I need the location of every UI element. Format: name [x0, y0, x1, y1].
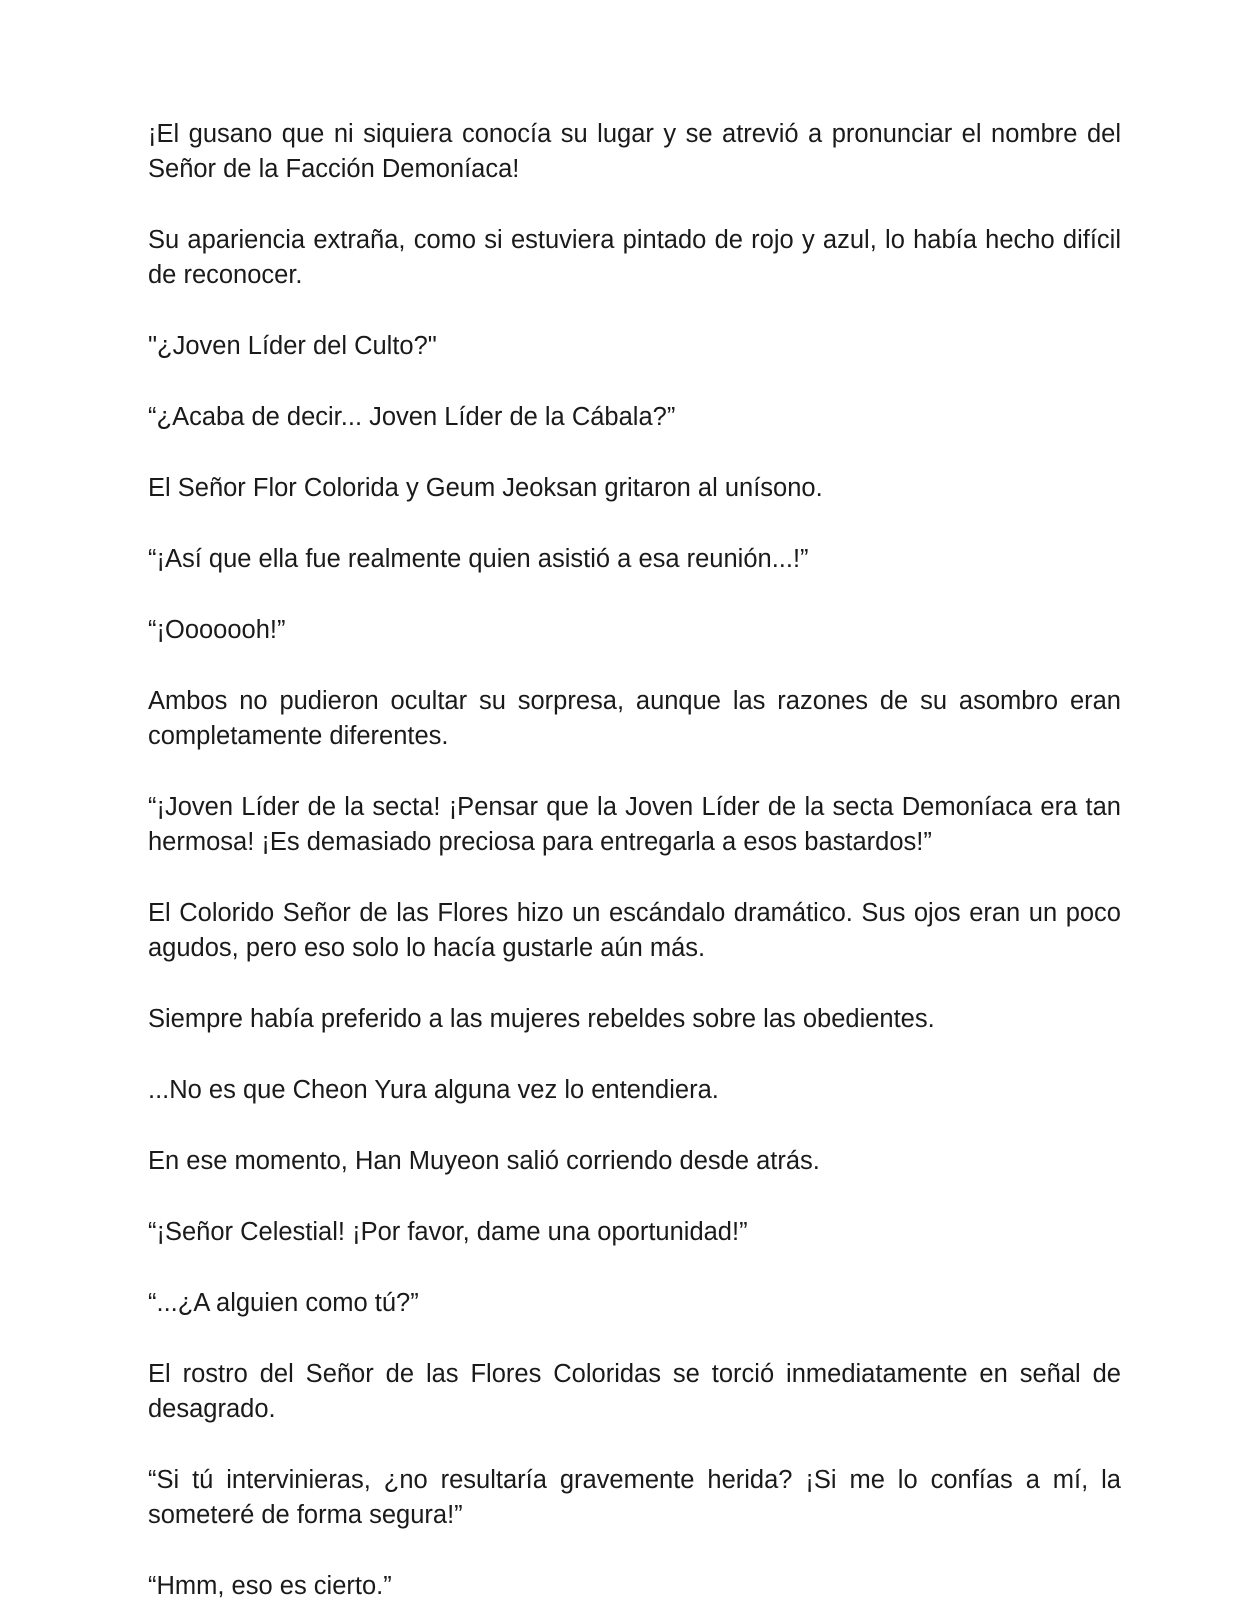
document-page: [148, 117, 1121, 1604]
paragraph-13: En ese momento, Han Muyeon salió corriendo desde atrás.: [148, 1147, 820, 1175]
paragraph-18: “Hmm, eso es cierto.”: [148, 1572, 392, 1600]
paragraph-12: ...No es que Cheon Yura alguna vez lo entendiera.: [148, 1076, 719, 1104]
paragraph-6: “¡Así que ella fue realmente quien asistió a esa reunión...!”: [148, 545, 809, 573]
paragraph-7: “¡Ooooooh!”: [148, 616, 286, 644]
paragraph-16: El rostro del Señor de las Flores Coloridas se torció inmediatamente en señal de desagrado.: [148, 1360, 1121, 1423]
paragraph-9: “¡Joven Líder de la secta! ¡Pensar que la Joven Líder de la secta Demoníaca era tan hermosa! ¡Es demasiado preciosa para entregarla a esos bastardos!”: [148, 793, 1121, 856]
paragraph-5: El Señor Flor Colorida y Geum Jeoksan gritaron al unísono.: [148, 474, 823, 502]
paragraph-11: Siempre había preferido a las mujeres rebeldes sobre las obedientes.: [148, 1005, 935, 1033]
paragraph-17: “Si tú intervinieras, ¿no resultaría gravemente herida? ¡Si me lo confías a mí, la someteré de forma segura!”: [148, 1466, 1121, 1529]
paragraph-3: "¿Joven Líder del Culto?": [148, 332, 437, 360]
paragraph-1: ¡El gusano que ni siquiera conocía su lugar y se atrevió a pronunciar el nombre del Señor de la Facción Demoníaca!: [148, 120, 1121, 183]
paragraph-4: “¿Acaba de decir... Joven Líder de la Cábala?”: [148, 403, 676, 431]
paragraph-2: Su apariencia extraña, como si estuviera pintado de rojo y azul, lo había hecho difícil de reconocer.: [148, 226, 1121, 289]
paragraph-15: “...¿A alguien como tú?”: [148, 1289, 419, 1317]
paragraph-10: El Colorido Señor de las Flores hizo un escándalo dramático. Sus ojos eran un poco agudos, pero eso solo lo hacía gustarle aún más.: [148, 899, 1121, 962]
paragraph-8: Ambos no pudieron ocultar su sorpresa, aunque las razones de su asombro eran completamente diferentes.: [148, 687, 1121, 750]
paragraph-14: “¡Señor Celestial! ¡Por favor, dame una oportunidad!”: [148, 1218, 748, 1246]
